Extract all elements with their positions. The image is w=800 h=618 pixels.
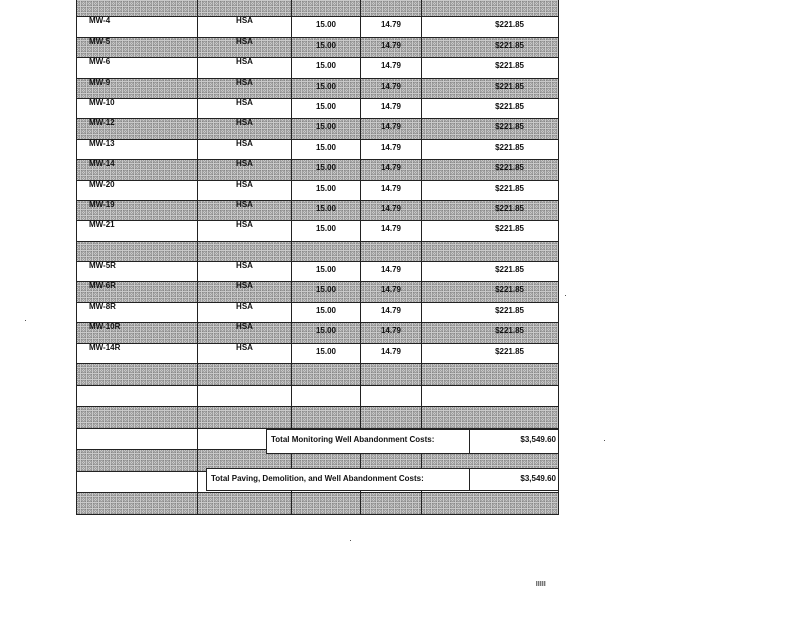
- cost-cell: $221.85: [422, 37, 559, 57]
- rate-cell: 14.79: [361, 98, 422, 118]
- scan-artifact: [536, 581, 546, 586]
- well-id-cell: MW-10: [77, 98, 198, 118]
- cost-cell: $221.85: [422, 323, 559, 343]
- well-id-cell: MW-20: [77, 180, 198, 200]
- cost-cell: [422, 364, 559, 386]
- depth-cell: 15.00: [292, 119, 361, 139]
- well-id-cell: [77, 450, 198, 472]
- cost-cell: [422, 0, 559, 17]
- rate-cell: 14.79: [361, 343, 422, 363]
- table-row: [77, 407, 559, 429]
- scan-speck: [565, 295, 566, 296]
- table-row: [77, 262, 559, 282]
- table-row: [77, 17, 559, 37]
- table-row: [77, 493, 559, 515]
- method-cell: HSA: [198, 37, 292, 57]
- rate-cell: [361, 407, 422, 429]
- well-id-cell: MW-19: [77, 200, 198, 220]
- table-row: [77, 385, 559, 407]
- depth-cell: [292, 407, 361, 429]
- method-cell: [198, 364, 292, 386]
- scan-speck: [604, 440, 605, 441]
- method-cell: HSA: [198, 98, 292, 118]
- method-cell: HSA: [198, 200, 292, 220]
- well-id-cell: MW-5R: [77, 262, 198, 282]
- well-id-cell: MW-9: [77, 78, 198, 98]
- well-id-cell: [77, 428, 198, 450]
- well-id-cell: [77, 493, 198, 515]
- well-id-cell: [77, 364, 198, 386]
- rate-cell: 14.79: [361, 221, 422, 241]
- well-id-cell: MW-10R: [77, 323, 198, 343]
- cost-cell: $221.85: [422, 343, 559, 363]
- rate-cell: [361, 493, 422, 515]
- total-monitoring-label: Total Monitoring Well Abandonment Costs:: [271, 435, 435, 444]
- well-id-cell: MW-13: [77, 139, 198, 159]
- depth-cell: 15.00: [292, 282, 361, 302]
- depth-cell: [292, 385, 361, 407]
- rate-cell: 14.79: [361, 262, 422, 282]
- cost-cell: $221.85: [422, 17, 559, 37]
- scan-speck: [25, 320, 26, 321]
- depth-cell: 15.00: [292, 323, 361, 343]
- method-cell: HSA: [198, 282, 292, 302]
- table-row: [77, 37, 559, 57]
- well-id-cell: [77, 385, 198, 407]
- table-row: [77, 160, 559, 180]
- method-cell: HSA: [198, 180, 292, 200]
- table-row: [77, 302, 559, 322]
- cost-cell: [422, 385, 559, 407]
- cost-cell: $221.85: [422, 160, 559, 180]
- method-cell: HSA: [198, 78, 292, 98]
- well-id-cell: MW-4: [77, 17, 198, 37]
- well-id-cell: MW-6R: [77, 282, 198, 302]
- rate-cell: 14.79: [361, 200, 422, 220]
- method-cell: [198, 241, 292, 261]
- table-row: [77, 343, 559, 363]
- total-monitoring-value: $3,549.60: [469, 430, 558, 453]
- rate-cell: 14.79: [361, 139, 422, 159]
- cost-cell: $221.85: [422, 78, 559, 98]
- well-id-cell: MW-6: [77, 58, 198, 78]
- method-cell: HSA: [198, 343, 292, 363]
- cost-cell: $221.85: [422, 98, 559, 118]
- method-cell: [198, 407, 292, 429]
- cost-cell: $221.85: [422, 58, 559, 78]
- table-row: [77, 119, 559, 139]
- method-cell: HSA: [198, 160, 292, 180]
- well-id-cell: [77, 471, 198, 493]
- cost-cell: $221.85: [422, 221, 559, 241]
- rate-cell: 14.79: [361, 180, 422, 200]
- total-all-value: $3,549.60: [469, 469, 558, 490]
- table-row: [77, 78, 559, 98]
- table-row: [77, 180, 559, 200]
- rate-cell: 14.79: [361, 78, 422, 98]
- depth-cell: 15.00: [292, 180, 361, 200]
- method-cell: HSA: [198, 323, 292, 343]
- table-row: [77, 200, 559, 220]
- depth-cell: 15.00: [292, 58, 361, 78]
- depth-cell: 15.00: [292, 160, 361, 180]
- total-all-label: Total Paving, Demolition, and Well Abandonment Costs:: [211, 474, 424, 483]
- method-cell: HSA: [198, 302, 292, 322]
- depth-cell: 15.00: [292, 17, 361, 37]
- cost-cell: $221.85: [422, 262, 559, 282]
- depth-cell: 15.00: [292, 200, 361, 220]
- well-id-cell: MW-14: [77, 160, 198, 180]
- depth-cell: 15.00: [292, 221, 361, 241]
- cost-cell: $221.85: [422, 200, 559, 220]
- table-row: [77, 282, 559, 302]
- rate-cell: 14.79: [361, 37, 422, 57]
- cost-cell: $221.85: [422, 282, 559, 302]
- cost-cell: $221.85: [422, 139, 559, 159]
- scan-speck: [350, 540, 351, 541]
- well-id-cell: MW-12: [77, 119, 198, 139]
- table-row: [77, 221, 559, 241]
- depth-cell: 15.00: [292, 343, 361, 363]
- rate-cell: 14.79: [361, 119, 422, 139]
- method-cell: [198, 0, 292, 17]
- method-cell: HSA: [198, 139, 292, 159]
- well-id-cell: MW-8R: [77, 302, 198, 322]
- depth-cell: [292, 493, 361, 515]
- depth-cell: 15.00: [292, 262, 361, 282]
- depth-cell: [292, 0, 361, 17]
- cost-cell: [422, 407, 559, 429]
- rate-cell: 14.79: [361, 160, 422, 180]
- cost-cell: $221.85: [422, 180, 559, 200]
- rate-cell: 14.79: [361, 323, 422, 343]
- rate-cell: [361, 0, 422, 17]
- well-id-cell: [77, 407, 198, 429]
- well-id-cell: [77, 0, 198, 17]
- method-cell: [198, 385, 292, 407]
- total-monitoring-well-costs: [266, 429, 559, 454]
- method-cell: HSA: [198, 119, 292, 139]
- method-cell: HSA: [198, 17, 292, 37]
- well-id-cell: MW-14R: [77, 343, 198, 363]
- table-row: [77, 98, 559, 118]
- rate-cell: 14.79: [361, 17, 422, 37]
- cost-cell: $221.85: [422, 119, 559, 139]
- method-cell: HSA: [198, 58, 292, 78]
- well-id-cell: [77, 241, 198, 261]
- total-paving-demolition-costs: [206, 468, 559, 491]
- well-id-cell: MW-21: [77, 221, 198, 241]
- depth-cell: 15.00: [292, 98, 361, 118]
- table-row: [77, 323, 559, 343]
- table-row: [77, 364, 559, 386]
- table-row: [77, 139, 559, 159]
- depth-cell: 15.00: [292, 78, 361, 98]
- method-cell: HSA: [198, 262, 292, 282]
- cost-cell: $221.85: [422, 302, 559, 322]
- depth-cell: [292, 364, 361, 386]
- rate-cell: 14.79: [361, 302, 422, 322]
- cost-cell: [422, 493, 559, 515]
- rate-cell: [361, 385, 422, 407]
- rate-cell: [361, 364, 422, 386]
- method-cell: HSA: [198, 221, 292, 241]
- well-id-cell: MW-5: [77, 37, 198, 57]
- depth-cell: 15.00: [292, 302, 361, 322]
- depth-cell: 15.00: [292, 37, 361, 57]
- cost-cell: [422, 241, 559, 261]
- method-cell: [198, 493, 292, 515]
- rate-cell: 14.79: [361, 282, 422, 302]
- depth-cell: [292, 241, 361, 261]
- table-row: [77, 0, 559, 17]
- rate-cell: 14.79: [361, 58, 422, 78]
- table-row: [77, 58, 559, 78]
- depth-cell: 15.00: [292, 139, 361, 159]
- table-row: [77, 241, 559, 261]
- rate-cell: [361, 241, 422, 261]
